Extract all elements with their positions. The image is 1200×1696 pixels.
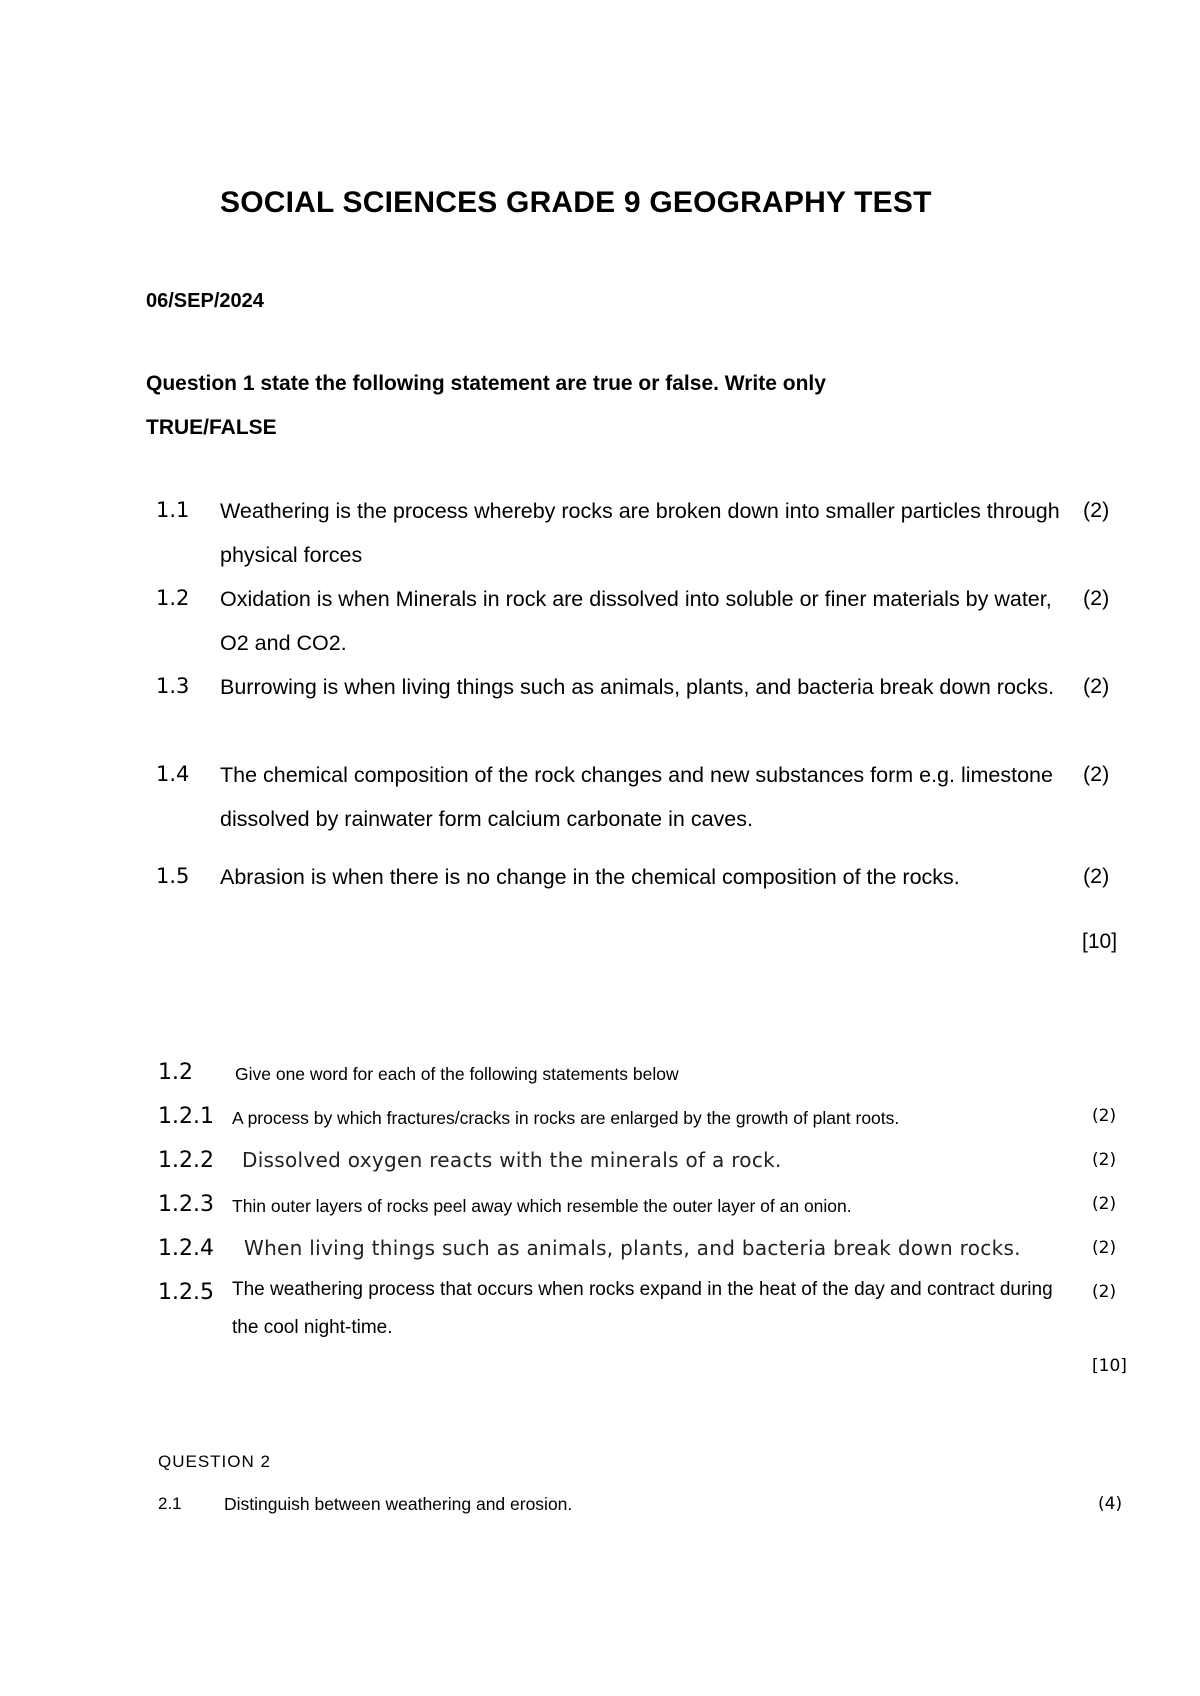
test-date: 06/SEP/2024 [146,290,264,312]
question-text: Distinguish between weathering and erosion. [224,1494,573,1514]
question-number: 1.2.5 [158,1280,214,1305]
question1-instruction-answer-format: TRUE/FALSE [146,416,277,439]
question-number: 1.2 [156,586,190,610]
question-marks: (2) [1092,1238,1117,1258]
question-text: The chemical composition of the rock changes and new substances form e.g. limestone dissolved by rainwater form calcium carbonate in caves. [220,763,1053,831]
question-marks: (2) [1092,1106,1117,1126]
question-number: 1.2.4 [158,1236,214,1261]
question-marks: (2) [1083,864,1110,888]
question-marks: (4) [1098,1494,1123,1514]
question-number: 1.5 [156,864,190,888]
question-number: 1.2.1 [158,1104,214,1129]
page-title: SOCIAL SCIENCES GRADE 9 GEOGRAPHY TEST [220,186,932,219]
question-number: 2.1 [158,1494,182,1513]
section-1-2-total-marks: [10] [1092,1356,1127,1376]
question-text: The weathering process that occurs when rocks expand in the heat of the day and contract during the cool night-time. [232,1279,1053,1338]
section-instruction: Give one word for each of the following statements below [235,1064,679,1084]
question-text: Oxidation is when Minerals in rock are dissolved into soluble or finer materials by water, O2 and CO2. [220,587,1052,655]
question-text: When living things such as animals, plants, and bacteria break down rocks. [244,1236,1021,1260]
question-number: 1.1 [156,498,190,522]
question-number: 1.2.3 [158,1192,214,1217]
question1-total-marks: [10] [1082,930,1118,953]
question-number: 1.2.2 [158,1148,214,1173]
question-marks: (2) [1092,1282,1117,1302]
question-text: Burrowing is when living things such as animals, plants, and bacteria break down rocks. [220,675,1055,699]
question-text: Thin outer layers of rocks peel away which resemble the outer layer of an onion. [232,1196,852,1216]
question-number: 1.4 [156,762,190,786]
question-text: Abrasion is when there is no change in the chemical composition of the rocks. [220,865,960,889]
question-text: Dissolved oxygen reacts with the minerals of a rock. [242,1148,782,1172]
question-marks: (2) [1083,498,1110,522]
question-marks: (2) [1092,1150,1117,1170]
question1-instruction: Question 1 state the following statement are true or false. Write only [146,372,826,395]
question-number: 1.3 [156,674,190,698]
question-text: A process by which fractures/cracks in rocks are enlarged by the growth of plant roots. [232,1108,900,1128]
question-text: Weathering is the process whereby rocks are broken down into smaller particles through physical forces [220,499,1060,567]
question-marks: (2) [1083,586,1110,610]
question2-heading: QUESTION 2 [158,1452,271,1471]
question-marks: (2) [1092,1194,1117,1214]
section-number: 1.2 [158,1060,193,1085]
question-marks: (2) [1083,762,1110,786]
question-marks: (2) [1083,674,1110,698]
